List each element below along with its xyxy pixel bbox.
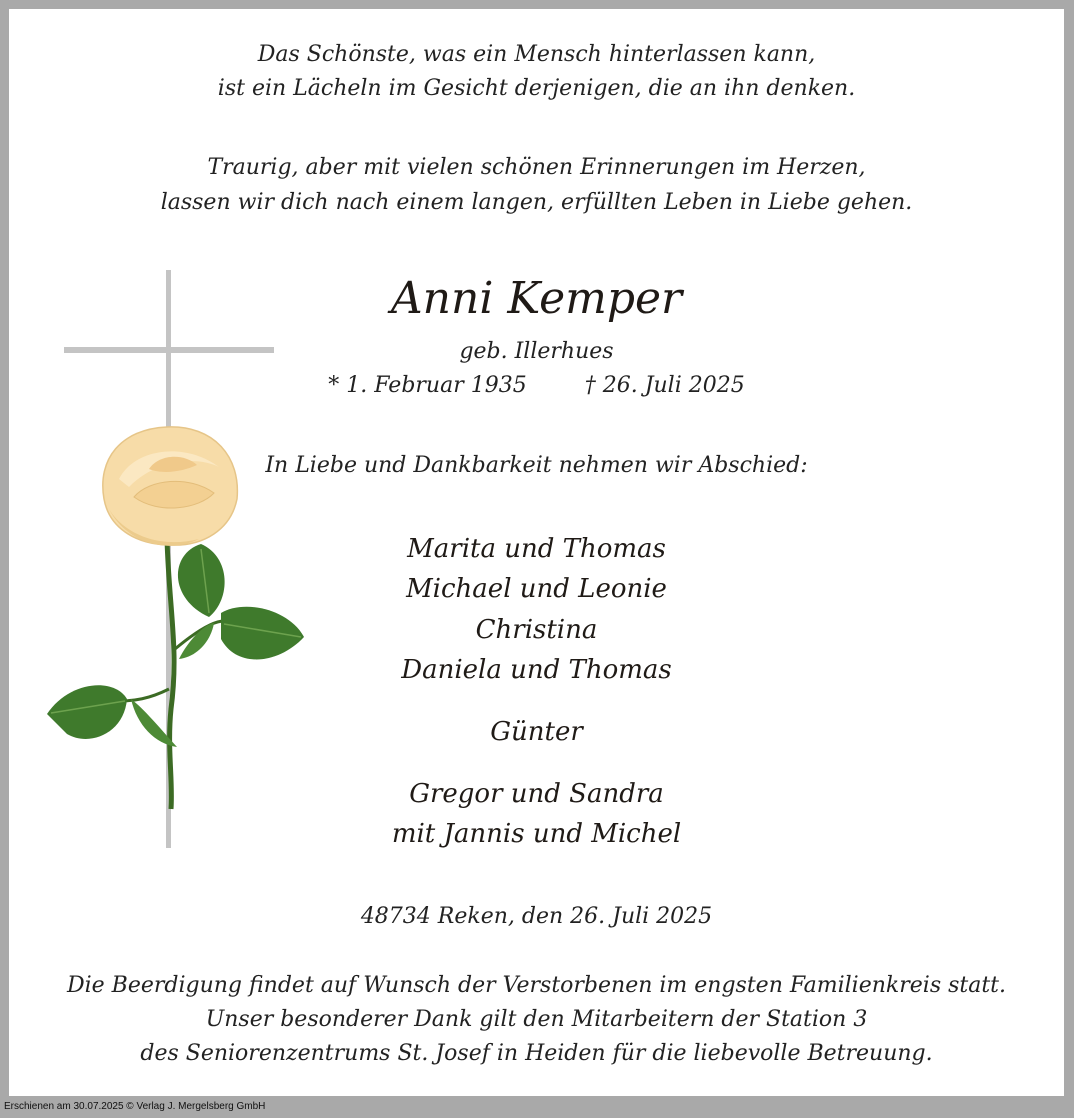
mourner-1: Marita und Thomas bbox=[407, 534, 666, 564]
place-and-date: 48734 Reken, den 26. Juli 2025 bbox=[360, 904, 713, 929]
life-dates bbox=[9, 375, 1064, 397]
mourner-3: Christina bbox=[475, 615, 598, 645]
intro-line-1: Das Schönste, was ein Mensch hinterlassen kann, bbox=[257, 42, 816, 67]
rose-icon bbox=[103, 427, 238, 546]
closing-line-2: Unser besonderer Dank gilt den Mitarbeitern der Station 3 bbox=[205, 1007, 868, 1032]
birth-name: geb. Illerhues bbox=[459, 339, 614, 364]
publication-footer: Erschienen am 30.07.2025 © Verlag J. Mergelsberg GmbH bbox=[4, 1101, 266, 1112]
birth-date: * 1. Februar 1935 bbox=[328, 373, 527, 398]
mourner-2: Michael und Leonie bbox=[406, 574, 667, 604]
deceased-name: Anni Kemper bbox=[390, 273, 683, 324]
intro-line-4: lassen wir dich nach einem langen, erfüllten Leben in Liebe gehen. bbox=[160, 190, 913, 215]
mourner-7: mit Jannis und Michel bbox=[391, 819, 682, 849]
death-date: † 26. Juli 2025 bbox=[584, 373, 745, 398]
closing-line-1: Die Beerdigung findet auf Wunsch der Verstorbenen im engsten Familienkreis statt. bbox=[66, 973, 1007, 998]
closing-line-3: des Seniorenzentrums St. Josef in Heiden für die liebevolle Betreuung. bbox=[140, 1041, 933, 1066]
mourner-4: Daniela und Thomas bbox=[401, 655, 672, 685]
obituary-card bbox=[9, 9, 1064, 1096]
mourner-6: Gregor und Sandra bbox=[409, 779, 664, 809]
intro-line-2: ist ein Lächeln im Gesicht derjenigen, die an ihn denken. bbox=[217, 76, 856, 101]
farewell-line: In Liebe und Dankbarkeit nehmen wir Abschied: bbox=[265, 453, 808, 478]
mourner-5: Günter bbox=[490, 717, 583, 747]
intro-line-3: Traurig, aber mit vielen schönen Erinnerungen im Herzen, bbox=[207, 155, 866, 180]
